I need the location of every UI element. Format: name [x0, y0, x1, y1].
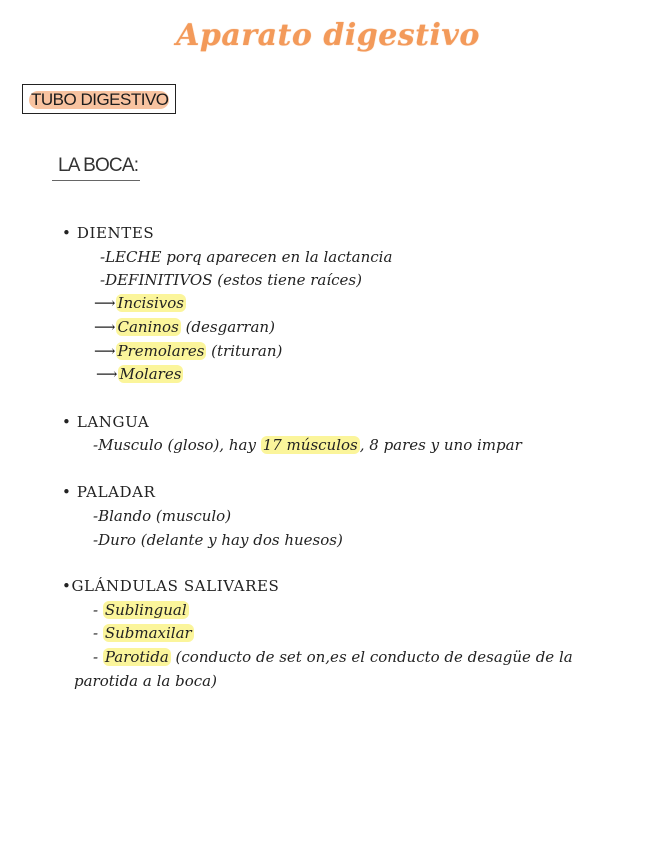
sublingual-label: Sublingual: [104, 601, 187, 619]
caninos-note: (desgarran): [180, 318, 275, 336]
premolares-label: Premolares: [117, 342, 205, 360]
dientes-incisivos-line: [94, 294, 186, 312]
molares-label: Molares: [119, 365, 182, 383]
glandulas-parotida-line: [93, 648, 573, 666]
subsection-heading: LA BOCA:: [58, 155, 139, 176]
glandulas-submaxilar-line: [93, 624, 194, 642]
parotida-note-continued: parotida a la boca): [74, 672, 217, 690]
lengua-heading: • LANGUA: [62, 413, 150, 431]
submaxilar-label: Submaxilar: [104, 624, 192, 642]
lengua-text-pre: -Musculo (gloso), hay: [93, 436, 261, 454]
parotida-label: Parotida: [104, 648, 169, 666]
arrow-right-icon: ⟶: [94, 294, 116, 312]
section-heading: TUBO DIGESTIVO: [31, 90, 169, 109]
dientes-heading: • DIENTES: [62, 224, 155, 242]
page-title: Aparato digestivo: [176, 18, 480, 53]
parotida-note: (conducto de set on,es el conducto de desagüe de la: [170, 648, 573, 666]
paladar-heading: • PALADAR: [62, 483, 156, 501]
dientes-premolares-line: [94, 342, 282, 360]
lengua-text-post: , 8 pares y uno impar: [359, 436, 522, 454]
dientes-leche: -LECHE porq aparecen en la lactancia: [100, 248, 393, 266]
paladar-duro: -Duro (delante y hay dos huesos): [93, 531, 343, 549]
dientes-caninos-line: [94, 318, 275, 336]
incisivos-label: Incisivos: [117, 294, 184, 312]
paladar-blando: -Blando (musculo): [93, 507, 232, 525]
arrow-right-icon: ⟶: [94, 318, 116, 336]
dash: -: [93, 624, 103, 642]
glandulas-sublingual-line: [93, 601, 189, 619]
lengua-highlight: 17 músculos: [262, 436, 358, 454]
dash: -: [93, 601, 103, 619]
subsection-underline: [52, 180, 140, 181]
section-box: [22, 84, 176, 114]
glandulas-heading: •GLÁNDULAS SALIVARES: [62, 577, 280, 595]
premolares-note: (trituran): [206, 342, 283, 360]
arrow-right-icon: ⟶: [94, 342, 116, 360]
dientes-molares-line: [96, 365, 183, 383]
lengua-line: [93, 436, 522, 454]
dientes-definitivos: -DEFINITIVOS (estos tiene raíces): [100, 271, 362, 289]
arrow-right-icon: ⟶: [96, 365, 118, 383]
caninos-label: Caninos: [117, 318, 179, 336]
dash: -: [93, 648, 103, 666]
